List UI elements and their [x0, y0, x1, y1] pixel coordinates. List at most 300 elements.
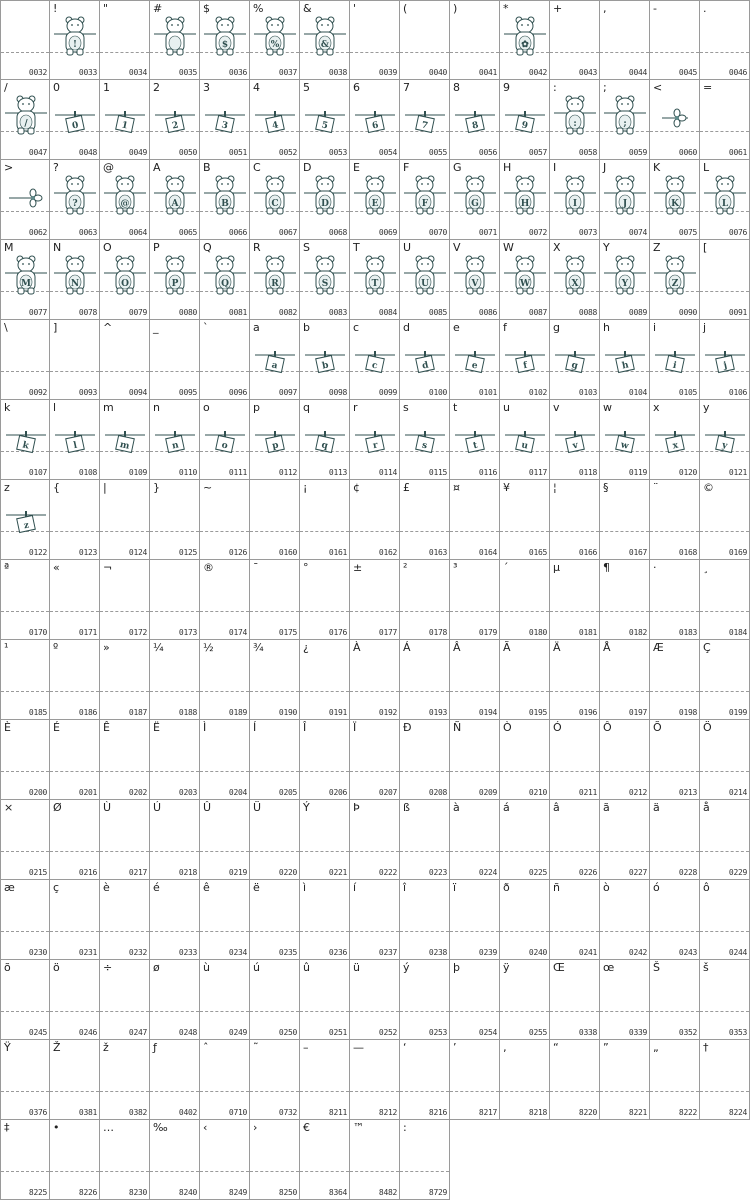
glyph-character: a — [253, 321, 260, 334]
glyph-code: 0038 — [328, 68, 347, 77]
glyph-character: ã — [603, 801, 610, 814]
glyph-character: P — [153, 241, 160, 254]
glyph-character: • — [53, 1121, 60, 1134]
glyph-cell — [600, 1040, 650, 1120]
glyph-character: Â — [453, 641, 461, 654]
bear-glyph — [254, 256, 296, 294]
glyph-cell — [0, 720, 50, 800]
glyph-code: 0167 — [628, 548, 647, 557]
glyph-character: F — [403, 161, 410, 174]
glyph-code: 0199 — [728, 708, 747, 717]
glyph-code: 8230 — [128, 1188, 147, 1197]
glyph-character: Ü — [253, 801, 262, 814]
baseline-guide — [650, 691, 699, 692]
glyph-cell — [300, 640, 350, 720]
glyph-character: Ê — [103, 721, 110, 734]
baseline-guide — [300, 611, 349, 612]
glyph-character: Ó — [553, 721, 562, 734]
glyph-code: 0088 — [578, 308, 597, 317]
bear-letter: R — [271, 279, 279, 289]
glyph-character: ~ — [203, 481, 213, 494]
glyph-code: 0093 — [78, 388, 97, 397]
bear-glyph — [104, 256, 146, 294]
glyph-cell — [400, 800, 450, 880]
glyph-character: 3 — [203, 81, 210, 94]
bear-glyph — [254, 176, 296, 214]
baseline-guide — [400, 52, 449, 53]
glyph-cell — [100, 560, 150, 640]
baseline-guide — [100, 1011, 149, 1012]
glyph-cell — [600, 560, 650, 640]
tag-letter: c — [370, 360, 379, 372]
bear-letter: O — [121, 279, 129, 289]
tag-letter: f — [522, 360, 529, 372]
baseline-guide — [350, 611, 399, 612]
baseline-guide — [300, 1011, 349, 1012]
glyph-cell — [350, 800, 400, 880]
tag-letter: a — [270, 360, 279, 372]
glyph-cell — [50, 480, 100, 560]
glyph-code: 0089 — [628, 308, 647, 317]
glyph-code: 0253 — [428, 1028, 447, 1037]
glyph-code: 0235 — [278, 948, 297, 957]
tag-glyph — [505, 431, 545, 453]
glyph-code: 0219 — [228, 868, 247, 877]
glyph-cell — [300, 160, 350, 240]
glyph-cell — [400, 880, 450, 960]
glyph-character: 1 — [103, 81, 110, 94]
glyph-code: 0111 — [228, 468, 247, 477]
glyph-character: Ú — [153, 801, 162, 814]
glyph-code: 0105 — [678, 388, 697, 397]
tag-glyph — [505, 111, 545, 133]
glyph-cell — [200, 160, 250, 240]
glyph-cell — [100, 800, 150, 880]
glyph-cell — [450, 800, 500, 880]
baseline-guide — [350, 1171, 399, 1172]
glyph-code: 0039 — [378, 68, 397, 77]
glyph-character: < — [653, 81, 663, 94]
glyph-code: 8240 — [178, 1188, 197, 1197]
bear-letter: ! — [73, 40, 77, 50]
glyph-code: 0732 — [278, 1108, 297, 1117]
glyph-code: 0106 — [728, 388, 747, 397]
glyph-code: 8217 — [478, 1108, 497, 1117]
baseline-guide — [350, 1011, 399, 1012]
baseline-guide — [1, 52, 49, 53]
glyph-code: 0338 — [578, 1028, 597, 1037]
glyph-code: 0117 — [528, 468, 547, 477]
glyph-character: ½ — [203, 641, 214, 654]
glyph-character: Ï — [353, 721, 357, 734]
glyph-character: Æ — [653, 641, 664, 654]
bear-letter: @ — [120, 199, 130, 209]
glyph-character: ò — [603, 881, 610, 894]
glyph-cell — [550, 480, 600, 560]
bear-glyph — [154, 17, 196, 55]
glyph-character: ^ — [103, 321, 113, 334]
tag-glyph — [305, 351, 345, 373]
glyph-cell — [100, 1120, 150, 1200]
glyph-character: $ — [203, 2, 210, 15]
glyph-code: 0231 — [78, 948, 97, 957]
tag-glyph — [255, 431, 295, 453]
glyph-character: ¬ — [103, 561, 113, 574]
baseline-guide — [1, 1091, 49, 1092]
bear-glyph — [204, 176, 246, 214]
glyph-cell — [200, 1120, 250, 1200]
glyph-character: E — [353, 161, 360, 174]
glyph-cell — [400, 0, 450, 80]
bear-letter: ✿ — [521, 40, 529, 50]
glyph-character: È — [4, 721, 11, 734]
glyph-code: 0125 — [178, 548, 197, 557]
glyph-code: 0247 — [128, 1028, 147, 1037]
glyph-code: 8364 — [328, 1188, 347, 1197]
glyph-code: 0710 — [228, 1108, 247, 1117]
bear-letter: P — [171, 279, 179, 289]
glyph-cell — [500, 720, 550, 800]
glyph-cell — [50, 80, 100, 160]
tag-glyph — [455, 111, 495, 133]
glyph-character: c — [353, 321, 360, 334]
baseline-guide — [550, 531, 599, 532]
glyph-cell — [500, 880, 550, 960]
glyph-code: 0047 — [28, 148, 47, 157]
glyph-code: 0197 — [628, 708, 647, 717]
baseline-guide — [450, 1091, 499, 1092]
glyph-code: 0173 — [178, 628, 197, 637]
glyph-cell — [550, 720, 600, 800]
tag-letter: 7 — [420, 120, 429, 132]
baseline-guide — [150, 611, 199, 612]
glyph-code: 0255 — [528, 1028, 547, 1037]
glyph-cell — [700, 80, 750, 160]
glyph-cell — [300, 960, 350, 1040]
glyph-character: á — [503, 801, 510, 814]
baseline-guide — [250, 1091, 299, 1092]
glyph-cell — [350, 1120, 400, 1200]
glyph-code: 0052 — [278, 148, 297, 157]
glyph-code: 0037 — [278, 68, 297, 77]
glyph-cell — [600, 960, 650, 1040]
tag-glyph — [355, 351, 395, 373]
glyph-code: 0074 — [628, 228, 647, 237]
bear-letter: J — [622, 199, 628, 209]
glyph-code: 0069 — [378, 228, 397, 237]
baseline-guide — [250, 851, 299, 852]
baseline-guide — [600, 611, 649, 612]
glyph-code: 0186 — [78, 708, 97, 717]
glyph-code: 0095 — [178, 388, 197, 397]
baseline-guide — [350, 531, 399, 532]
baseline-guide — [650, 52, 699, 53]
glyph-cell — [50, 160, 100, 240]
glyph-code: 0107 — [28, 468, 47, 477]
tag-glyph — [105, 111, 145, 133]
baseline-guide — [650, 851, 699, 852]
tag-glyph — [55, 111, 95, 133]
glyph-character: Ò — [503, 721, 512, 734]
bow-ornament — [9, 189, 42, 207]
baseline-guide — [700, 52, 749, 53]
tag-letter: u — [520, 440, 529, 452]
glyph-code: 0086 — [478, 308, 497, 317]
glyph-character: † — [703, 1041, 709, 1054]
glyph-character: ž — [103, 1041, 109, 1054]
glyph-character: ! — [53, 2, 58, 15]
glyph-cell — [500, 0, 550, 80]
glyph-cell — [0, 400, 50, 480]
glyph-character: » — [103, 641, 110, 654]
bear-glyph — [54, 256, 96, 294]
glyph-cell — [600, 400, 650, 480]
glyph-code: 0099 — [378, 388, 397, 397]
glyph-cell — [200, 800, 250, 880]
baseline-guide — [650, 771, 699, 772]
glyph-code: 0233 — [178, 948, 197, 957]
glyph-character: Š — [653, 961, 660, 974]
tag-letter: g — [570, 360, 579, 372]
baseline-guide — [550, 931, 599, 932]
glyph-cell — [100, 720, 150, 800]
glyph-character: í — [353, 881, 357, 894]
baseline-guide — [250, 771, 299, 772]
glyph-code: 0239 — [478, 948, 497, 957]
glyph-cell — [500, 800, 550, 880]
bear-glyph — [204, 17, 246, 55]
glyph-code: 0212 — [628, 788, 647, 797]
tag-letter: h — [621, 360, 630, 372]
glyph-code: 0352 — [678, 1028, 697, 1037]
baseline-guide — [200, 371, 249, 372]
glyph-character: ( — [403, 2, 408, 15]
glyph-cell — [700, 720, 750, 800]
glyph-cell — [450, 1040, 500, 1120]
tag-letter: t — [472, 440, 479, 452]
glyph-character: Û — [203, 801, 212, 814]
glyph-character: b — [303, 321, 310, 334]
glyph-character: · — [653, 561, 657, 574]
glyph-cell — [350, 640, 400, 720]
tag-glyph — [255, 351, 295, 373]
glyph-character: H — [503, 161, 512, 174]
glyph-code: 0062 — [28, 228, 47, 237]
glyph-cell — [250, 1040, 300, 1120]
glyph-cell — [150, 640, 200, 720]
glyph-character: 8 — [453, 81, 460, 94]
glyph-code: 0042 — [528, 68, 547, 77]
baseline-guide — [500, 771, 549, 772]
glyph-code: 0104 — [628, 388, 647, 397]
glyph-code: 0094 — [128, 388, 147, 397]
glyph-character: ÷ — [103, 961, 113, 974]
bear-letter: D — [321, 199, 329, 209]
baseline-guide — [600, 851, 649, 852]
glyph-character: R — [253, 241, 261, 254]
baseline-guide — [500, 1091, 549, 1092]
glyph-code: 0194 — [478, 708, 497, 717]
glyph-cell — [100, 960, 150, 1040]
glyph-code: 0226 — [578, 868, 597, 877]
tag-glyph — [505, 351, 545, 373]
glyph-character: i — [653, 321, 657, 334]
glyph-cell — [600, 800, 650, 880]
glyph-code: 0241 — [578, 948, 597, 957]
baseline-guide — [550, 1011, 599, 1012]
baseline-guide — [700, 531, 749, 532]
glyph-character: ¼ — [153, 641, 164, 654]
glyph-character: ì — [303, 881, 307, 894]
glyph-code: 8220 — [578, 1108, 597, 1117]
bear-glyph — [504, 256, 546, 294]
glyph-character: « — [53, 561, 60, 574]
glyph-character: â — [553, 801, 560, 814]
glyph-code: 0110 — [178, 468, 197, 477]
glyph-cell — [200, 240, 250, 320]
baseline-guide — [550, 52, 599, 53]
tag-letter: r — [372, 440, 379, 452]
glyph-code: 0218 — [178, 868, 197, 877]
glyph-code: 0092 — [28, 388, 47, 397]
bear-letter: B — [221, 199, 229, 209]
glyph-cell — [300, 480, 350, 560]
glyph-cell — [350, 80, 400, 160]
glyph-code: 0353 — [728, 1028, 747, 1037]
glyph-character: n — [153, 401, 160, 414]
glyph-cell — [0, 1120, 50, 1200]
baseline-guide — [700, 291, 749, 292]
tag-letter: s — [421, 440, 429, 452]
tag-glyph — [205, 431, 245, 453]
bear-letter: H — [520, 199, 530, 209]
glyph-code: 0174 — [228, 628, 247, 637]
tag-glyph — [55, 431, 95, 453]
glyph-code: 0242 — [628, 948, 647, 957]
baseline-guide — [50, 1091, 99, 1092]
glyph-character: Ý — [303, 801, 310, 814]
glyph-code: 0072 — [528, 228, 547, 237]
glyph-character: X — [553, 241, 561, 254]
glyph-character: - — [653, 2, 657, 15]
bear-glyph — [5, 96, 47, 134]
glyph-code: 0172 — [128, 628, 147, 637]
glyph-code: 0402 — [178, 1108, 197, 1117]
glyph-character: Ÿ — [4, 1041, 11, 1054]
glyph-code: 0171 — [78, 628, 97, 637]
glyph-code: 0204 — [228, 788, 247, 797]
baseline-guide — [400, 1091, 449, 1092]
glyph-cell — [50, 960, 100, 1040]
glyph-code: 0114 — [378, 468, 397, 477]
glyph-cell — [250, 0, 300, 80]
glyph-code: 0126 — [228, 548, 247, 557]
baseline-guide — [350, 851, 399, 852]
glyph-character: + — [553, 2, 563, 15]
glyph-code: 0196 — [578, 708, 597, 717]
glyph-character: A — [153, 161, 161, 174]
glyph-cell — [500, 640, 550, 720]
glyph-cell — [200, 480, 250, 560]
glyph-code: 0046 — [728, 68, 747, 77]
tag-letter: m — [118, 440, 131, 452]
glyph-code: 0211 — [578, 788, 597, 797]
glyph-code: 0221 — [328, 868, 347, 877]
tag-letter: o — [220, 440, 229, 452]
glyph-code: 0189 — [228, 708, 247, 717]
glyph-cell — [150, 320, 200, 400]
baseline-guide — [550, 1091, 599, 1092]
glyph-character: š — [703, 961, 709, 974]
glyph-code: 0063 — [78, 228, 97, 237]
glyph-code: 8221 — [628, 1108, 647, 1117]
glyph-code: 0183 — [678, 628, 697, 637]
glyph-cell — [0, 480, 50, 560]
glyph-code: 0070 — [428, 228, 447, 237]
tag-glyph — [305, 111, 345, 133]
glyph-character: æ — [4, 881, 15, 894]
glyph-cell — [600, 720, 650, 800]
glyph-cell — [600, 640, 650, 720]
bear-letter: S — [321, 279, 329, 289]
glyph-cell — [450, 640, 500, 720]
glyph-character: y — [703, 401, 710, 414]
glyph-character: ? — [53, 161, 59, 174]
glyph-code: 0168 — [678, 548, 697, 557]
glyph-code: 0033 — [78, 68, 97, 77]
glyph-cell — [400, 320, 450, 400]
glyph-code: 0081 — [228, 308, 247, 317]
glyph-code: 0251 — [328, 1028, 347, 1037]
glyph-code: 0188 — [178, 708, 197, 717]
bear-glyph — [354, 176, 396, 214]
glyph-character: ñ — [553, 881, 560, 894]
tag-glyph — [6, 431, 46, 453]
glyph-character: ¯ — [253, 561, 259, 574]
bear-glyph — [354, 256, 396, 294]
glyph-code: 0071 — [478, 228, 497, 237]
glyph-character: Á — [403, 641, 411, 654]
tag-glyph — [6, 511, 46, 533]
bear-glyph — [454, 256, 496, 294]
glyph-code: 0176 — [328, 628, 347, 637]
tag-letter: 2 — [171, 120, 180, 132]
baseline-guide — [1, 931, 49, 932]
baseline-guide — [700, 851, 749, 852]
bear-letter: E — [371, 199, 379, 209]
glyph-cell — [50, 560, 100, 640]
glyph-cell — [500, 240, 550, 320]
glyph-code: 0123 — [78, 548, 97, 557]
glyph-code: 0120 — [678, 468, 697, 477]
glyph-character: ý — [403, 961, 410, 974]
baseline-guide — [50, 691, 99, 692]
baseline-guide — [300, 1171, 349, 1172]
glyph-cell — [250, 160, 300, 240]
bear-letter: I — [572, 199, 578, 209]
tag-glyph — [405, 351, 445, 373]
glyph-code: 0032 — [28, 68, 47, 77]
baseline-guide — [450, 691, 499, 692]
baseline-guide — [100, 371, 149, 372]
tag-glyph — [705, 431, 745, 453]
glyph-character: T — [353, 241, 360, 254]
glyph-code: 0181 — [578, 628, 597, 637]
glyph-character: 4 — [253, 81, 260, 94]
bear-glyph — [604, 96, 646, 134]
glyph-character: ’ — [453, 1041, 457, 1054]
glyph-code: 0217 — [128, 868, 147, 877]
